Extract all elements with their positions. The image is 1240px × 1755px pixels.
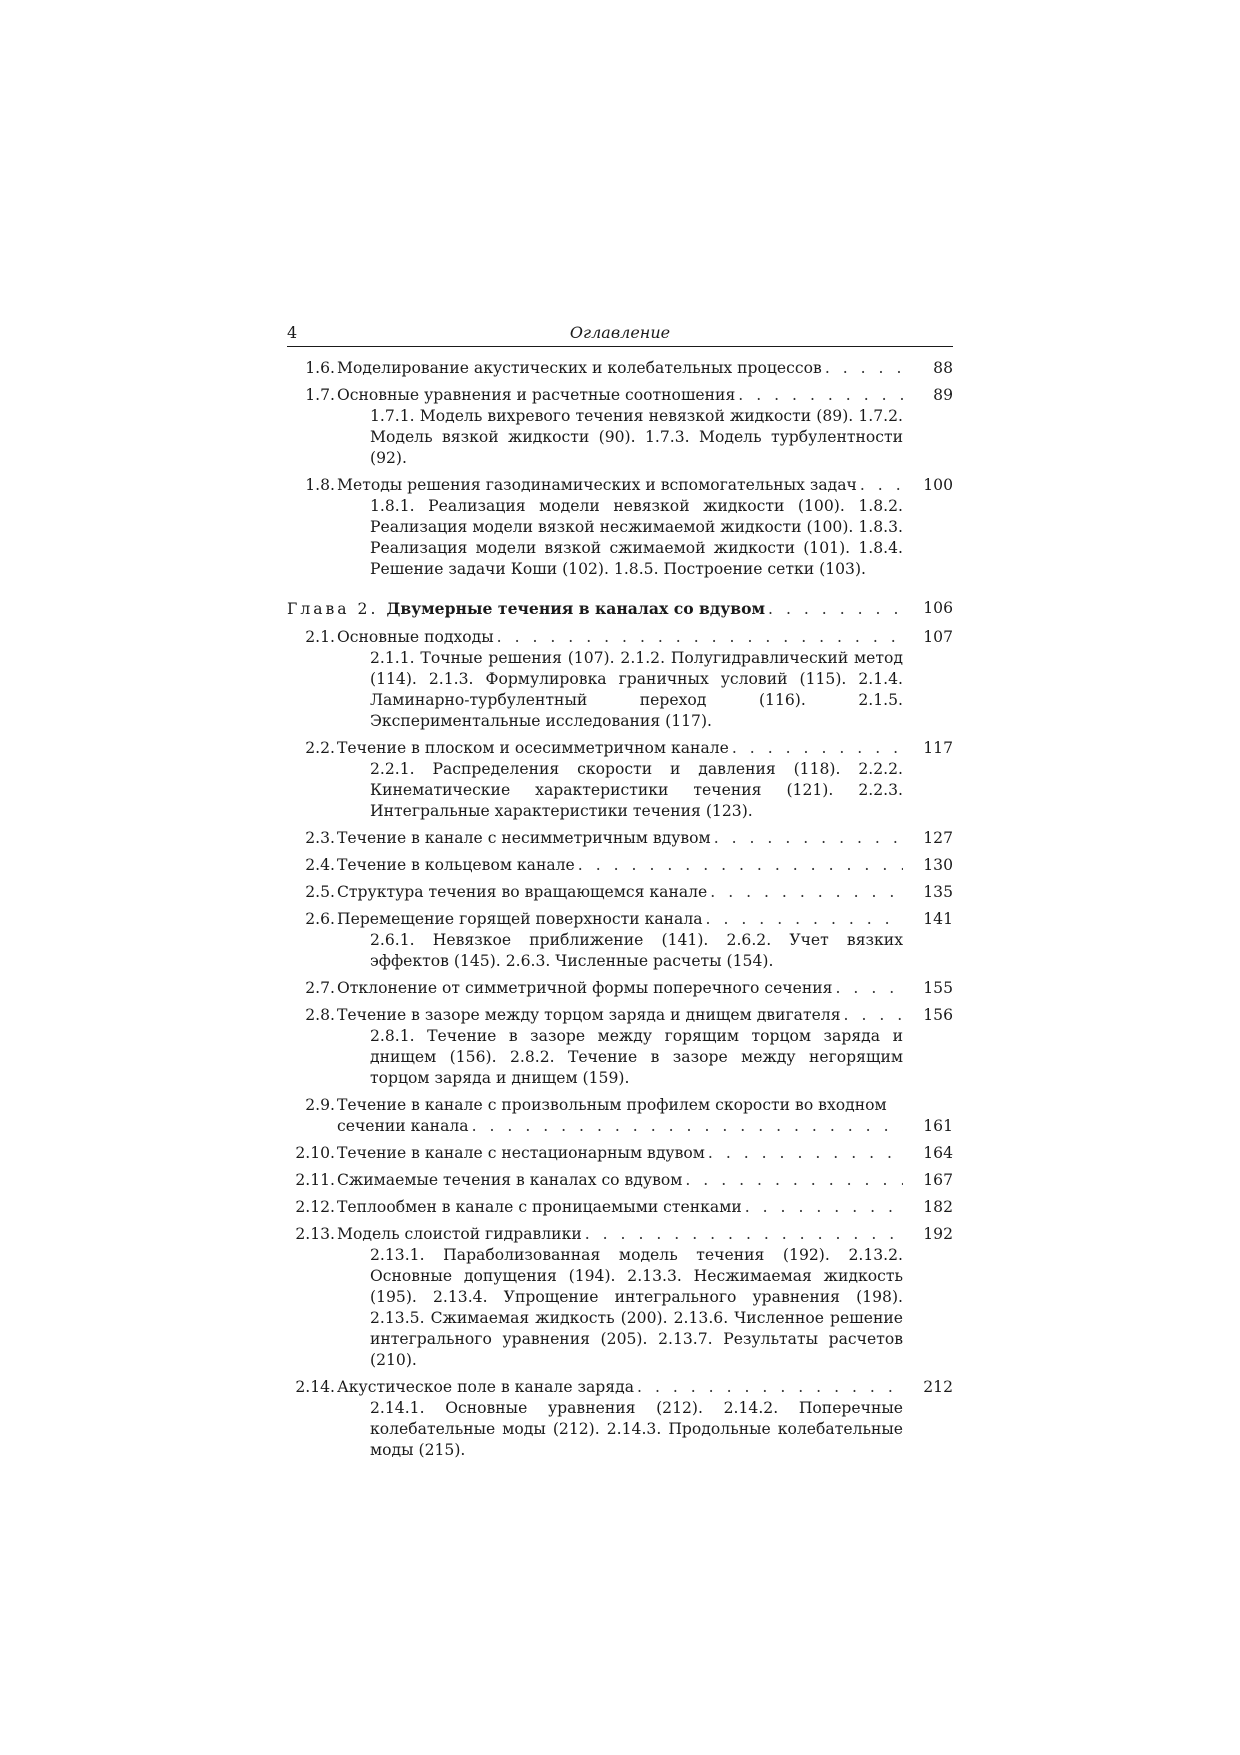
toc-entry-page: 164 (923, 1144, 953, 1162)
toc-entry (287, 1005, 953, 1089)
toc-subsections: 2.2.1. Распределения скорости и давления (118). 2.2.2. Кинематические характеристики течения (121). 2.2.3. Интегральные характеристики течения (123). (370, 760, 903, 820)
toc-entry-title: Акустическое поле в канале заряда (337, 1378, 635, 1396)
toc-entry-page: 167 (923, 1171, 953, 1189)
toc-entry-page: 135 (923, 883, 953, 901)
toc-subsections: 2.6.1. Невязкое приближение (141). 2.6.2. Учет вязких эффектов (145). 2.6.3. Численные расчеты (154). (370, 931, 903, 970)
running-head (287, 322, 953, 347)
toc-entry-number: 2.14. (295, 1378, 335, 1396)
toc-entry-title: Основные подходы (337, 628, 494, 646)
toc-entry-number: 1.8. (305, 476, 335, 494)
toc-entry-page: 155 (923, 979, 953, 997)
toc-entry-page: 88 (933, 359, 953, 377)
toc-entry-title: Перемещение горящей поверхности канала (337, 910, 703, 928)
toc-entry-number: 2.3. (305, 829, 335, 847)
chapter-label: Глава 2. (287, 600, 379, 618)
page-number: 4 (287, 323, 298, 342)
toc-subsections: 2.14.1. Основные уравнения (212). 2.14.2. Поперечные колебательные моды (212). 2.14.3. Продольные колебательные моды (215). (370, 1399, 903, 1459)
leader-dots (822, 358, 903, 379)
toc-entry-number: 2.13. (295, 1225, 335, 1243)
toc-entry-title: Течение в канале с несимметричным вдувом (337, 829, 711, 847)
toc-entry (287, 385, 953, 469)
toc-entry-page: 100 (923, 476, 953, 494)
leader-dots (575, 855, 903, 876)
toc-entry (287, 1170, 953, 1191)
toc-entry-title: Моделирование акустических и колебательных процессов (337, 359, 822, 377)
toc-entry-number: 2.11. (295, 1171, 335, 1189)
toc-entry-title: Методы решения газодинамических и вспомогательных задач (337, 476, 857, 494)
toc-subsections: 1.7.1. Модель вихревого течения невязкой жидкости (89). 1.7.2. Модель вязкой жидкости (90). 1.7.3. Модель турбулентности (92). (370, 407, 903, 467)
leader-dots (765, 599, 903, 620)
leader-dots (711, 828, 903, 849)
toc-entry-number: 2.7. (305, 979, 335, 997)
toc-entry-title: Сжимаемые течения в каналах со вдувом (337, 1171, 683, 1189)
leader-dots (735, 385, 903, 406)
toc-entry (287, 1095, 953, 1137)
toc-entry-number: 2.4. (305, 856, 335, 874)
toc-entry-page: 107 (923, 628, 953, 646)
toc-entry-number: 1.6. (305, 359, 335, 377)
toc-entry (287, 882, 953, 903)
toc-entry-page: 127 (923, 829, 953, 847)
toc-entry-number: 2.1. (305, 628, 335, 646)
toc-entry (287, 1224, 953, 1371)
table-of-contents (287, 358, 953, 1461)
toc-entry-title: Течение в плоском и осесимметричном канале (337, 739, 729, 757)
toc-entry-number: 2.12. (295, 1198, 335, 1216)
leader-dots (682, 1170, 903, 1191)
toc-subsections: 2.1.1. Точные решения (107). 2.1.2. Полугидравлический метод (114). 2.1.3. Формулировка граничных условий (115). 2.1.4. Ламинарно-турбулентный переход (116). 2.1.5. Экспериментальные исследования (117). (370, 649, 903, 730)
toc-entry-number: 2.8. (305, 1006, 335, 1024)
toc-entry (287, 978, 953, 999)
toc-entry (287, 855, 953, 876)
toc-entry (287, 1197, 953, 1218)
toc-entry-title-continued: сечении канала (337, 1117, 469, 1135)
leader-dots (729, 738, 903, 759)
toc-entry-page: 156 (923, 1006, 953, 1024)
toc-subsections: 2.8.1. Течение в зазоре между горящим торцом заряда и днищем (156). 2.8.2. Течение в зазоре между негорящим торцом заряда и днищем (159). (370, 1027, 903, 1087)
leader-dots (494, 627, 903, 648)
leader-dots (742, 1197, 903, 1218)
toc-entry-title: Модель слоистой гидравлики (337, 1225, 582, 1243)
leader-dots (833, 978, 904, 999)
toc-entry-title: Структура течения во вращающемся канале (337, 883, 708, 901)
toc-entry-number: 1.7. (305, 386, 335, 404)
leader-dots (703, 909, 903, 930)
leader-dots (841, 1005, 903, 1026)
leader-dots (469, 1116, 903, 1137)
toc-entry (287, 738, 953, 822)
leader-dots (705, 1143, 903, 1164)
toc-entry (287, 627, 953, 732)
toc-entry (287, 828, 953, 849)
toc-entry-title: Теплообмен в канале с проницаемыми стенками (337, 1198, 742, 1216)
toc-entry-number: 2.5. (305, 883, 335, 901)
toc-entry (287, 909, 953, 972)
toc-entry-page: 117 (923, 739, 953, 757)
toc-entry-page: 212 (923, 1378, 953, 1396)
leader-dots (634, 1377, 903, 1398)
toc-entry-page: 182 (923, 1198, 953, 1216)
toc-entry-page: 192 (923, 1225, 953, 1243)
toc-entry-page: 141 (923, 910, 953, 928)
chapter-heading (287, 598, 953, 620)
toc-entry (287, 1143, 953, 1164)
toc-entry-number: 2.6. (305, 910, 335, 928)
leader-dots (857, 475, 903, 496)
toc-entry-title: Течение в канале с произвольным профилем скорости во входном (337, 1096, 887, 1114)
leader-dots (582, 1224, 903, 1245)
toc-subsections: 2.13.1. Параболизованная модель течения (192). 2.13.2. Основные допущения (194). 2.13.3. Несжимаемая жидкость (195). 2.13.4. Упрощение интегрального уравнения (198). 2.13.5. Сжимаемая жидкость (200). 2.13.6. Численное решение интегрального уравнения (205). 2.13.7. Результаты расчетов (210). (370, 1246, 903, 1369)
toc-entry-page: 161 (923, 1117, 953, 1135)
toc-entry-number: 2.9. (305, 1096, 335, 1114)
toc-entry-title: Отклонение от симметричной формы поперечного сечения (337, 979, 833, 997)
toc-entry (287, 358, 953, 379)
toc-entry-page: 89 (933, 386, 953, 404)
chapter-page: 106 (923, 599, 953, 617)
toc-entry (287, 1377, 953, 1461)
chapter-title: Двумерные течения в каналах со вдувом (386, 599, 766, 618)
running-title: Оглавление (569, 323, 671, 342)
toc-entry-title: Течение в зазоре между торцом заряда и днищем двигателя (337, 1006, 841, 1024)
toc-entry-page: 130 (923, 856, 953, 874)
leader-dots (707, 882, 903, 903)
toc-entry-title: Основные уравнения и расчетные соотношения (337, 386, 736, 404)
toc-entry-number: 2.2. (305, 739, 335, 757)
toc-entry-number: 2.10. (295, 1144, 335, 1162)
toc-entry-title: Течение в канале с нестационарным вдувом (337, 1144, 705, 1162)
toc-entry (287, 475, 953, 580)
book-page (287, 322, 953, 1467)
toc-entry-title: Течение в кольцевом канале (337, 856, 575, 874)
toc-subsections: 1.8.1. Реализация модели невязкой жидкости (100). 1.8.2. Реализация модели вязкой несжимаемой жидкости (100). 1.8.3. Реализация модели вязкой сжимаемой жидкости (101). 1.8.4. Решение задачи Коши (102). 1.8.5. Построение сетки (103). (370, 497, 903, 578)
